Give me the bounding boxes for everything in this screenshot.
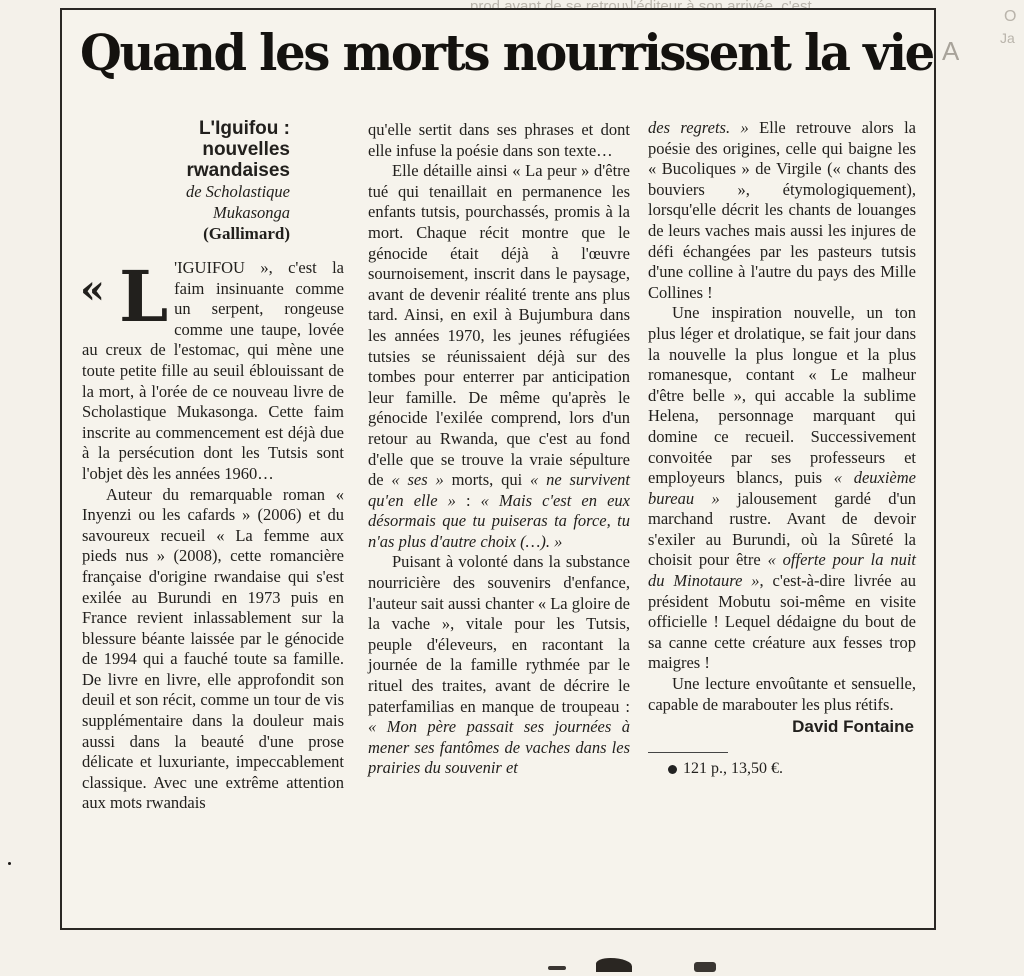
fear-quote-ses: « ses »	[391, 470, 444, 490]
book-title-line-2: nouvelles	[202, 139, 290, 160]
bleed-text-right-b: O	[1004, 8, 1017, 25]
bleed-text-right-a: A	[942, 36, 960, 66]
fear-text-e: :	[455, 490, 481, 510]
inspiration-text-a: Une inspiration nouvelle, un ton plus léger et drolatique, se fait jour dans la nouvelle la plus longue et la plus romanesque, contant « Le malheur d'être belle », qui accable la sublime Helena, personnage marquant qui domine ce recueil. Successivement convoitée par ses professeurs et employeurs blancs, puis	[648, 303, 916, 488]
author-signature: David Fontaine	[792, 717, 914, 737]
scan-mark-dot	[8, 862, 11, 865]
cattle-text: Puisant à volonté dans la substance nourricière des souvenirs d'enfance, l'auteur sait aussi chanter « La gloire de la vache », vitale pour les Tutsis, peuple d'éleveurs, en racontant la journée de la famille rythmée par le rituel des traites, avant de décrire le paterfamilias en manque de troupeau :	[368, 552, 630, 716]
origins-quote-end: des regrets. »	[648, 118, 749, 137]
price-text: 121 p., 13,50 €.	[683, 759, 783, 777]
paragraph-words: qu'elle sertit dans ses phrases et dont elle infuse la poésie dans son texte…	[368, 120, 630, 160]
bullet-icon	[668, 765, 677, 774]
book-author-line-2: Mukasonga	[213, 203, 290, 222]
book-title-line-3: rwandaises	[186, 160, 290, 181]
paragraph-inspiration	[648, 303, 916, 674]
column-1	[82, 118, 344, 814]
inspiration-quote-bureau: « deuxième bureau »	[648, 468, 916, 508]
book-info	[82, 118, 344, 244]
paragraph-conclusion: Une lecture envoûtante et sensuelle, capable de marabouter les plus rétifs.	[648, 674, 916, 714]
article-headline: Quand les morts nourrissent la vie	[80, 23, 933, 82]
paragraph-fear	[368, 161, 630, 552]
scan-mark-blot-2	[548, 966, 566, 970]
price-line	[648, 759, 916, 780]
drop-cap-letter: L	[118, 255, 169, 338]
inspiration-text-c: jalousement gardé d'un marchand rustre. Avant de devoir s'exiler au Burundi, où la Sûreté la choisit pour être	[648, 488, 916, 570]
fear-text-a: Elle détaille ainsi « La peur » d'être tué qui tenaillait en permanence les enfants tutsis, pourchassés, promis à la mort. Chaque récit montre que le génocide était déjà à l'œuvre sournoisement, inscrit dans le paysage, avant de devenir réalité trente ans plus tard. Ainsi, en exil à Bujumbura dans les années 1970, les jeunes réfugiées tutsies se réunissaient déjà sur des tombes pour enterrer par anticipation leur famille. De même qu'après le génocide l'exilée comprend, lors d'un retour au Rwanda, que c'est au fond d'elle que se trouve la vraie sépulture de	[368, 161, 630, 490]
book-publisher: (Gallimard)	[203, 224, 290, 243]
paragraph-intro	[80, 255, 344, 485]
origins-text: Elle retrouve alors la poésie des origines, celle qui baigne les « Bucoliques » de Virgile (« chants des bouviers », étymologiquement), lorsqu'elle décrit les chants de louanges de leurs vaches mais aussi les injures de défi échangées par les pasteurs tutsis d'une colline à l'autre du pays des Mille Collines !	[648, 118, 916, 302]
inspiration-quote-minotaure: « offerte pour la nuit du Minotaure »	[648, 550, 917, 591]
paragraph-origins	[648, 118, 916, 303]
paragraph-intro-text: 'IGUIFOU », c'est la faim insinuante comme un serpent, rongeuse comme une taupe, lovée au creux de l'estomac, qui mène une toute petite fille au seuil éblouissant de la mort, à l'orée de ce nouveau livre de Scholastique Mukasonga. Cette faim inscrite au commencement est déjà due à la persécution dont les Tutsis sont l'objet dès les années 1960…	[82, 258, 344, 483]
drop-cap-quote: «	[80, 266, 119, 313]
inspiration-text-e: , c'est-à-dire livrée au président Mobutu soi-même en visite officielle ! Lequel dédaigne du bout de sa canne cette créature aux fesses trop maigres !	[648, 571, 917, 673]
fear-quote-survive: « ne survivent qu'en elle »	[368, 470, 630, 510]
fear-text-c: morts, qui	[443, 470, 531, 490]
price-divider	[648, 752, 728, 753]
column-3	[648, 118, 916, 779]
scan-mark-blot-3	[694, 962, 716, 972]
scan-mark-blot	[596, 958, 632, 972]
fear-quote-force: « Mais c'est en eux désormais que tu puiseras ta force, tu n'as plus d'autre choix (…). »	[368, 490, 630, 551]
paragraph-author: Auteur du remarquable roman « Inyenzi ou les cafards » (2006) et du savoureux recueil « La femme aux pieds nus » (2008), cette romancière française d'origine rwandaise qui s'est exilée au Burundi en 1973 puis en France revient inlassablement sur la blessure béante laissée par le génocide de 1994 qui a fauché toute sa famille. De livre en livre, elle approfondit son deuil et son récit, comme un tour de vis supplémentaire dans la douleur mais aussi dans la beauté d'une prose délicate et luxuriante, impeccablement classique. Avec une extrême attention aux mots rwandais	[82, 484, 344, 813]
paragraph-cattle	[368, 552, 630, 779]
drop-cap	[80, 255, 169, 338]
bleed-text-right-c: Ja	[1000, 30, 1015, 46]
book-author-line-1: de Scholastique	[185, 182, 290, 201]
book-title-line-1: L'Iguifou :	[198, 118, 290, 139]
column-2	[368, 120, 630, 779]
cattle-quote: « Mon père passait ses journées à mener ses fantômes de vaches dans les prairies du souvenir et	[368, 717, 630, 778]
